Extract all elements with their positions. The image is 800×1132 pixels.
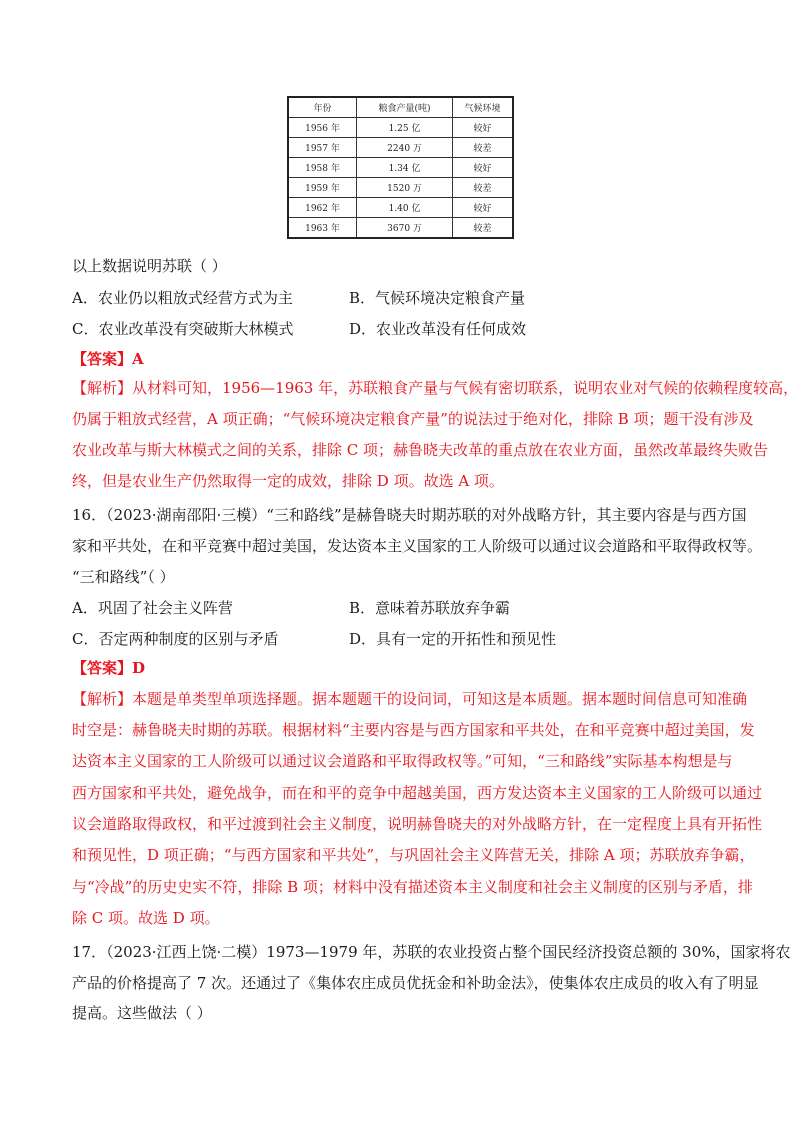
q17-stem-line: 产品的价格提高了 7 次。还通过了《集体农庄成员优抚金和补助金法》，使集体农庄成员的收入有了明显 [72, 974, 759, 992]
q16-stem-line: 家和平共处，在和平竞赛中超过美国，发达资本主义国家的工人阶级可以通过议会道路和平取得政权等。 [72, 537, 763, 555]
table-cell: 1956 年 [288, 118, 356, 138]
q16-analysis-line: 除 C 项。故选 D 项。 [72, 909, 220, 927]
table-cell: 1.34 亿 [356, 158, 452, 178]
table-row [288, 198, 513, 218]
q16-option-c: C．否定两种制度的区别与矛盾 [72, 630, 279, 648]
q16-analysis-line: 议会道路取得政权，和平过渡到社会主义制度，说明赫鲁晓夫的对外战略方针，在一定程度上具有开拓性 [72, 815, 763, 833]
q15-option-d: D．农业改革没有任何成效 [349, 320, 527, 338]
table-cell: 较好 [453, 198, 513, 218]
table-cell: 1963 年 [288, 218, 356, 239]
table-cell: 1.40 亿 [356, 198, 452, 218]
q16-answer: 【答案】D [72, 659, 146, 677]
table-cell: 1962 年 [288, 198, 356, 218]
q16-stem-line: “三和路线”（ ） [72, 568, 175, 586]
table-row [288, 218, 513, 239]
grain-output-table [287, 96, 514, 239]
table-row [288, 138, 513, 158]
q15-option-c: C．农业改革没有突破斯大林模式 [72, 320, 294, 338]
q15-answer: 【答案】A [72, 350, 144, 368]
table-cell: 1520 万 [356, 178, 452, 198]
q15-analysis-line: 仍属于粗放式经营，A 项正确；“气候环境决定粮食产量”的说法过于绝对化，排除 B 项；题干没有涉及 [72, 410, 754, 428]
table-header-row [288, 97, 513, 118]
table-header-output: 粮食产量(吨) [356, 97, 452, 118]
table-cell: 较差 [453, 178, 513, 198]
q15-option-a: A．农业仍以粗放式经营方式为主 [72, 289, 293, 307]
q15-option-b: B．气候环境决定粮食产量 [349, 289, 526, 307]
table-cell: 1958 年 [288, 158, 356, 178]
q16-analysis-line: 和预见性，D 项正确；“与西方国家和平共处”，与巩固社会主义阵营无关，排除 A 项；苏联放弃争霸， [72, 846, 755, 864]
table-header-climate: 气候环境 [453, 97, 513, 118]
table-cell: 2240 万 [356, 138, 452, 158]
q16-analysis-line: 【解析】本题是单类型单项选择题。据本题题干的设问词，可知这是本质题。据本题时间信息可知准确 [72, 690, 748, 708]
table-cell: 较差 [453, 138, 513, 158]
q16-analysis-line: 达资本主义国家的工人阶级可以通过议会道路和平取得政权等。”可知，“三和路线”实际基本构想是与 [72, 752, 733, 770]
table-cell: 3670 万 [356, 218, 452, 239]
q15-stem: 以上数据说明苏联（ ） [72, 257, 227, 275]
table-cell: 1959 年 [288, 178, 356, 198]
q16-option-a: A．巩固了社会主义阵营 [72, 599, 233, 617]
q16-option-d: D．具有一定的开拓性和预见性 [349, 630, 557, 648]
table-cell: 1.25 亿 [356, 118, 452, 138]
q16-analysis-line: 与“冷战”的历史史实不符，排除 B 项；材料中没有描述资本主义制度和社会主义制度的区别与矛盾，排 [72, 878, 753, 896]
table-row [288, 178, 513, 198]
q15-analysis-line: 终，但是农业生产仍然取得一定的成效，排除 D 项。故选 A 项。 [72, 472, 504, 490]
q16-analysis-line: 时空是：赫鲁晓夫时期的苏联。根据材料“主要内容是与西方国家和平共处，在和平竞赛中超过美国，发 [72, 721, 755, 739]
q16-option-b: B．意味着苏联放弃争霸 [349, 599, 511, 617]
q17-stem-line: 提高。这些做法（ ） [72, 1004, 212, 1022]
table-cell: 较差 [453, 218, 513, 239]
q16-analysis-line: 西方国家和平共处，避免战争，而在和平的竞争中超越美国，西方发达资本主义国家的工人阶级可以通过 [72, 784, 763, 802]
q16-stem-line: 16．（2023·湖南邵阳·三模）“三和路线”是赫鲁晓夫时期苏联的对外战略方针，其主要内容是与西方国 [72, 506, 747, 524]
table-header-year: 年份 [288, 97, 356, 118]
table-cell: 1957 年 [288, 138, 356, 158]
table-cell: 较好 [453, 158, 513, 178]
table-row [288, 118, 513, 138]
table-cell: 较好 [453, 118, 513, 138]
q17-stem-line: 17．（2023·江西上饶·二模）1973—1979 年，苏联的农业投资占整个国民经济投资总额的 30%，国家将农 [72, 943, 791, 961]
q15-analysis-line: 农业改革与斯大林模式之间的关系，排除 C 项；赫鲁晓夫改革的重点放在农业方面，虽然改革最终失败告 [72, 441, 769, 459]
table-row [288, 158, 513, 178]
q15-analysis-line: 【解析】从材料可知，1956—1963 年，苏联粮食产量与气候有密切联系，说明农业对气候的依赖程度较高， [72, 379, 799, 397]
